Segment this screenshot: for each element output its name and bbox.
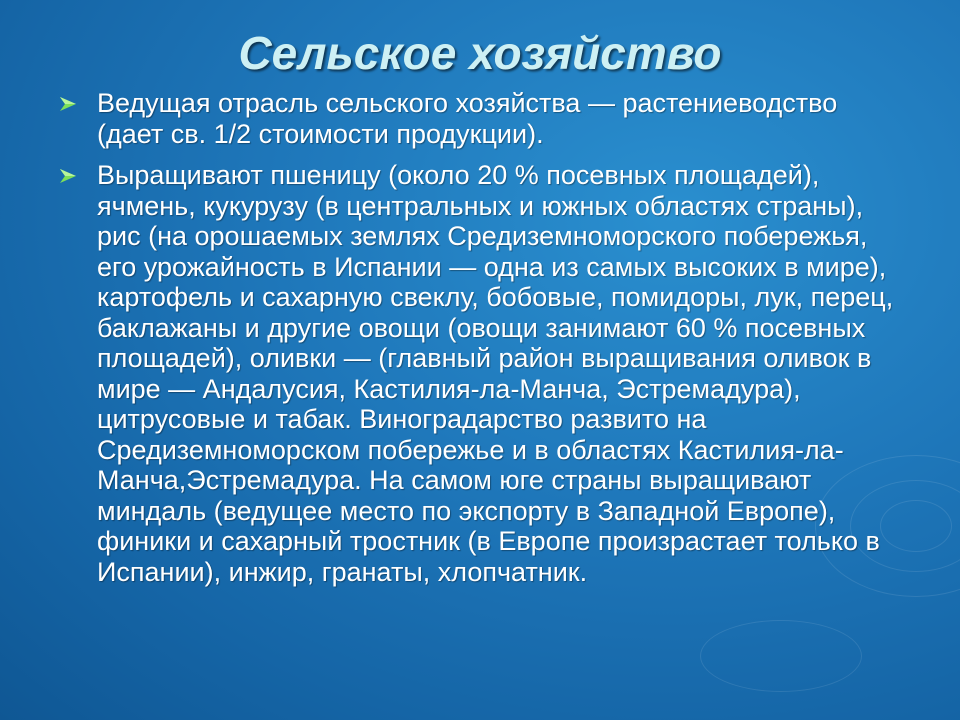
bullet-item [60, 160, 910, 587]
bullet-item [60, 88, 910, 149]
bullet-text: Ведущая отрасль сельского хозяйства — растениеводство (дает св. 1/2 стоимости продукции). [97, 88, 838, 149]
slide-title: Сельское хозяйство [238, 27, 722, 79]
arrow-bullet-icon [60, 169, 76, 183]
arrow-bullet-icon [60, 97, 76, 111]
bullet-text: Выращивают пшеницу (около 20 % посевных площадей), ячмень, кукурузу (в центральных и южных областях страны), рис (на орошаемых землях Средиземноморского побережья, его урожайность в Испании — одна из самых высоких в мире), картофель и сахарную свеклу, бобовые, помидоры, лук, перец, баклажаны и другие овощи (овощи занимают 60 % посевных площадей), оливки — (главный район выращивания оливок в мире — Андалусия, Кастилия-ла-Манча, Эстремадура), цитрусовые и табак. Виноградарство развито на Средиземноморском побережье и в областях Кастилия-ла-Манча,Эстремадура. На самом юге страны выращивают миндаль (ведущее место по экспорту в Западной Европе), финики и сахарный тростник (в Европе произрастает только в Испании), инжир, гранаты, хлопчатник. [97, 160, 894, 587]
water-ripple-decoration [700, 620, 862, 692]
bullet-list [60, 88, 910, 587]
